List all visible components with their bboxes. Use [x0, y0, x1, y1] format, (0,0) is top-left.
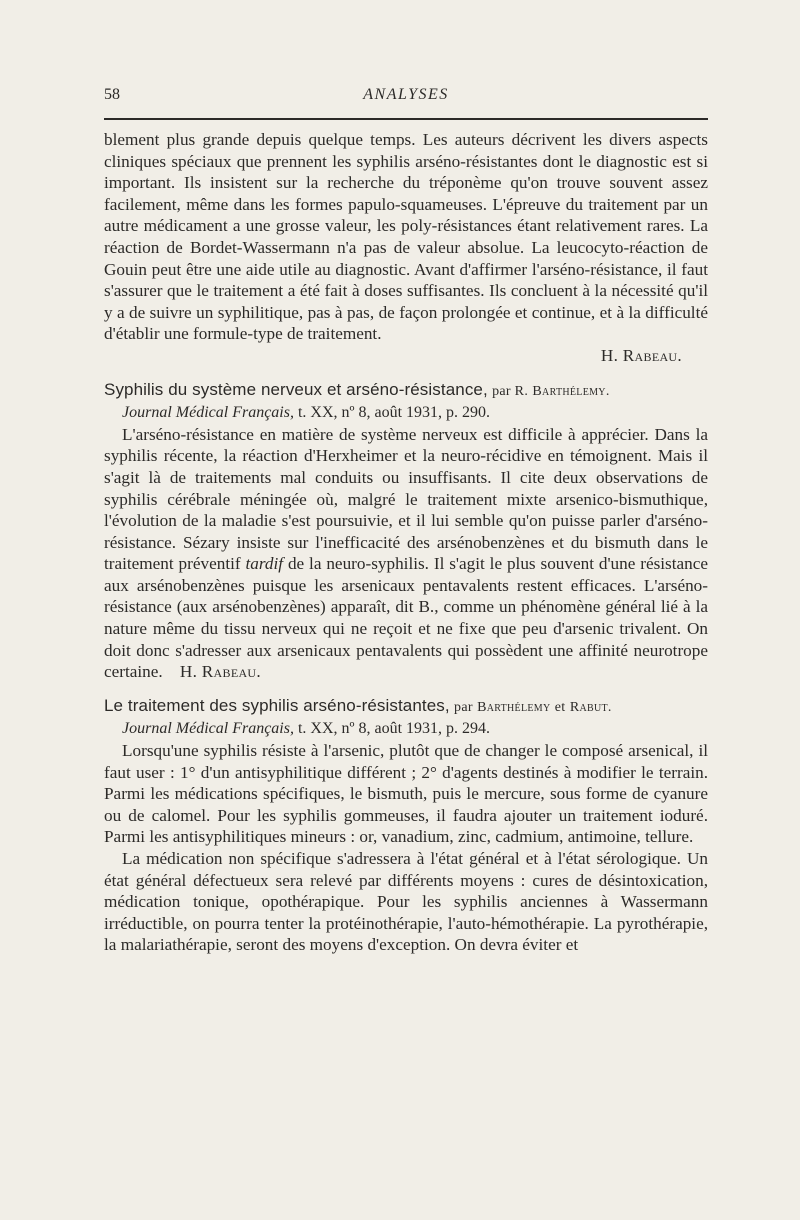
article-title-line: [104, 379, 708, 403]
continued-paragraph: blement plus grande depuis quelque temps. Les auteurs décrivent les divers aspects cliniques spéciaux que prennent les syphilis arséno-résistantes dont le diagnostic est si important. Ils insistent sur la recherche du tréponème qu'on trouve souvent assez facilement, même dans les formes papulo-squameuses. L'épreuve du traitement par un autre médicament a une grosse valeur, les poly-résistances étant relativement rares. La réaction de Bordet-Wassermann n'a pas de valeur absolue. La leucocyto-réaction de Gouin peut être une aide utile au diagnostic. Avant d'affirmer l'arséno-résistance, il faut s'assurer que le traitement a été fait à doses suffisantes. Ils concluent à la nécessité qu'il y a de suivre un syphilitique, pas à pas, de façon prolongée et continue, et à la difficulté d'établir une formule-type de traitement.: [104, 130, 708, 344]
running-title: ANALYSES: [363, 86, 449, 103]
page-header: [104, 86, 708, 110]
journal-citation: [104, 402, 708, 424]
author-name: Barthélemy: [477, 699, 551, 715]
header-rule: [104, 118, 708, 120]
article-heading-nervous-system: [104, 379, 708, 424]
article-heading-treatment: [104, 695, 708, 740]
byline-conjunction: et: [554, 699, 566, 715]
citation-details: t. XX, nº 8, août 1931, p. 290.: [297, 404, 491, 422]
byline-prefix: par R.: [492, 383, 529, 399]
article-title-line: [104, 695, 708, 719]
byline-prefix: par: [454, 699, 473, 715]
article-body-paragraph: La médication non spécifique s'adressera à l'état général et à l'état sérologique. Un état général défectueux sera relevé par différents moyens : cures de désintoxication, médication tonique, opothérapique. Pour les syphilis anciennes à Wassermann irréductible, on pourra tenter la protéinothérapie, l'auto-hémothérapie. La pyrothérapie, la malariathérapie, seront des moyens d'exception. On devra éviter et: [104, 849, 708, 955]
reviewer-signature: H. Rabeau.: [600, 345, 682, 365]
article-title: Le traitement des syphilis arséno-résistantes,: [104, 695, 450, 715]
author-name: Barthélemy.: [532, 383, 610, 399]
journal-name: Journal Médical Français,: [122, 404, 294, 422]
emphasis-tardif: tardif: [245, 554, 284, 574]
journal-name: Journal Médical Français,: [122, 720, 294, 738]
page-content: [104, 129, 708, 956]
journal-citation: [104, 718, 708, 740]
page-number: 58: [104, 86, 120, 103]
reviewer-signature: H. Rabeau.: [179, 662, 261, 682]
citation-details: t. XX, nº 8, août 1931, p. 294.: [297, 720, 491, 738]
article-body-paragraph: L'arséno-résistance en matière de système nerveux est difficile à apprécier. Dans la syphilis récente, la réaction d'Herxheimer et la neuro-récidive en témoignent. Mais il s'agit là de traitements mal conduits ou insuffisants. Il cite deux observations de syphilis cérébrale méningée où, malgré le traitement mixte arsenico-bismuthique, l'évolution de la maladie s'est poursuivie, et il lui semble qu'on puisse parler d'arséno-résistance. Sézary insiste sur l'inefficacité des arsénobenzènes et du bismuth dans le traitement préventif tardif de la neuro-syphilis. Il s'agit le plus souvent d'une résistance aux arsénobenzènes puisque les arsenicaux pentavalents restent efficaces. L'arséno-résistance (aux arsénobenzènes) apparaît, dit B., comme un phénomène général lié à la nature même du tissu nerveux qui ne reçoit et ne fixe que peu d'arsenic trivalent. On doit donc s'adresser aux arsenicaux pentavalents qui possèdent une affinité neurotrope certaine. H. Rabeau.: [104, 424, 708, 682]
author-name: Rabut.: [569, 699, 612, 715]
article-title: Syphilis du système nerveux et arséno-résistance,: [104, 379, 488, 399]
article-body-paragraph: Lorsqu'une syphilis résiste à l'arsenic, plutôt que de changer le composé arsenical, il faut user : 1° d'un antisyphilitique différent ; 2° d'agents destinés à modifier le terrain. Parmi les médications spécifiques, le bismuth, puis le mercure, sous forme de cyanure ou de calomel. Pour les syphilis gommeuses, il faudra ajouter un traitement ioduré. Parmi les antisyphilitiques mineurs : or, vanadium, zinc, cadmium, antimoine, tellure.: [104, 741, 708, 847]
